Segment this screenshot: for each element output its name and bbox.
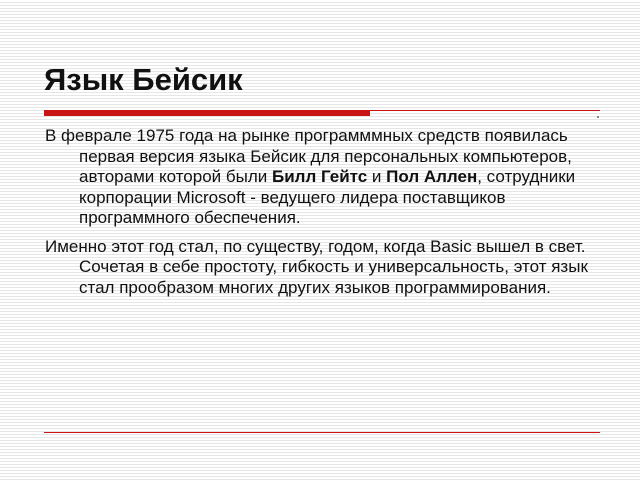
slide-body bbox=[45, 126, 605, 306]
paragraph-text: В феврале 1975 года на рынке программмных средств появилась первая версия языка Бейсик для персональных компьютеров, авторами которой были bbox=[45, 126, 572, 186]
author-name-allen: Пол Аллен bbox=[386, 167, 478, 186]
paragraph-text: и bbox=[367, 167, 387, 186]
divider-end-dot bbox=[597, 116, 599, 118]
slide-title: Язык Бейсик bbox=[44, 62, 243, 97]
footer-rule bbox=[44, 432, 600, 433]
paragraph-text: , сотрудники корпорации Microsoft - ведущего лидера поставщиков программного обеспечения. bbox=[79, 167, 576, 227]
paragraph-history bbox=[45, 126, 605, 229]
paragraph-text: Именно этот год стал, по существу, годом, когда Basic вышел в свет. Сочетая в себе простоту, гибкость и универсальность, этот язык стал прообразом многих других языков программирования. bbox=[45, 236, 588, 297]
title-accent-bar bbox=[44, 111, 370, 116]
paragraph-significance bbox=[45, 237, 605, 299]
author-name-gates: Билл Гейтс bbox=[271, 167, 368, 186]
